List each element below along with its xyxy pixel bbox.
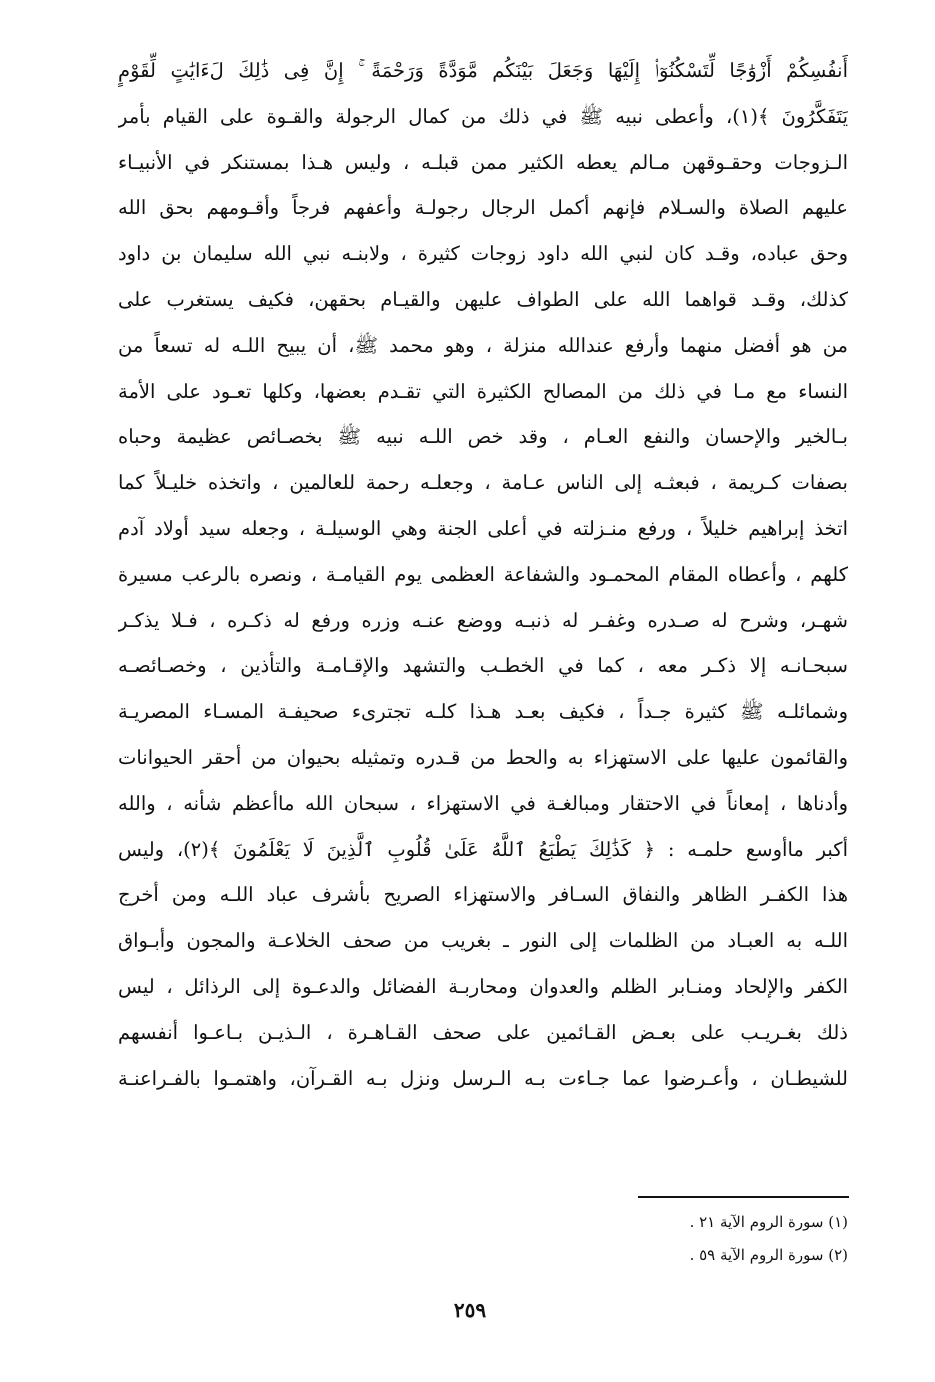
text-line: عليهم الصلاة والسـلام فإنهم أكمل الرجال رجولـة وأعفهم فرجاً وأقـومهم بحق الله: [118, 196, 848, 220]
text-line: ذلك بغـريـب على بعـض القـائمين على صحف القـاهـرة ، الـذيـن بـاعـوا أنفسهم: [118, 1020, 848, 1044]
text-line: وشمائلـه ﷺ كثيرة جـداً ، فكيف بعـد هـذا كلـه تجترىء صحيفـة المسـاء المصريـة: [118, 700, 848, 724]
text-line: وحق عباده، وقـد كان لنبي الله داود زوجات كثيرة ، ولابنـه نبي الله سليمان بن داود: [118, 242, 848, 266]
text-line: سبحـانـه إلا ذكـر معه ، كما في الخطـب والتشهد والإقـامـة والتأذين ، وخصـائصـه: [118, 654, 848, 678]
text-line: كذلك، وقـد قواهما الله على الطواف عليهن والقيـام بحقهن، فكيف يستغرب على: [118, 287, 848, 311]
text-line: بصفات كـريمة ، فبعثـه إلى الناس عـامة ، وجعلـه رحمة للعالمين ، واتخذه خليـلاً كما: [118, 471, 848, 495]
text-line: اللـه به العبـاد من الظلمات إلى النور ـ بغريب من صحف الخلاعـة والمجون وأبـواق: [118, 929, 848, 953]
footnote-1: (١) سورة الروم الآية ٢١ .: [689, 1213, 848, 1231]
footnote-2: (٢) سورة الروم الآية ٥٩ .: [689, 1246, 848, 1264]
text-line: الكفر والإلحاد ومنـابر الظلم والعدوان ومحاربـة الفضائل والدعـوة إلى الرذائل ، ليس: [118, 974, 848, 998]
footnotes: [600, 1206, 848, 1272]
text-line: شهـر، وشرح له صـدره وغفـر له ذنبـه ووضع عنـه وزره ورفع له ذكـره ، فـلا يذكـر: [118, 608, 848, 632]
text-line: للشيطـان ، وأعـرضوا عما جـاءت بـه الـرسل ونزل بـه القـرآن، واهتمـوا بالفـراعنـة: [118, 1066, 848, 1090]
text-line: أكبر ماأوسع حلمـه : ﴿ كَذَٰلِكَ يَطْبَعُ ٱللَّهُ عَلَىٰ قُلُوبِ ٱلَّذِينَ لَا يَعْلَمُونَ ﴾(٢)، وليس: [118, 837, 848, 861]
text-line: الـزوجات وحقـوقهن مـالم يعطه الكثير ممن قبلـه ، وليس هـذا بمستنكر في الأنبيـاء: [118, 150, 848, 174]
text-line: النساء مع مـا في ذلك من المصالح الكثيرة التي تقـدم بعضها، وكلها تعـود على الأمة: [118, 379, 848, 403]
text-line: اتخذ إبراهيم خليلاً ، ورفع منـزلته في أعلى الجنة وهي الوسيلـة ، وجعله سيد أولاد آدم: [118, 516, 848, 540]
main-text-block: [118, 48, 848, 1101]
text-line: وأدناها ، إمعاناً في الاحتقار ومبالغـة في الاستهزاء ، سبحان الله ماأعظم شأنه ، والله: [118, 791, 848, 815]
text-line: يَتَفَكَّرُونَ ﴾(١)، وأعطى نبيه ﷺ في ذلك من كمال الرجولة والقـوة على القيام بأمر: [118, 104, 848, 128]
text-line: بـالخير والإحسان والنفع العـام ، وقد خص اللـه نبيه ﷺ بخصـائص عظيمة وحباه: [118, 425, 848, 449]
text-line: أَنفُسِكُمْ أَزْوَٰجًا لِّتَسْكُنُوٓا۟ إِلَيْهَا وَجَعَلَ بَيْنَكُم مَّوَدَّةً وَرَحْمَةً ۚ إِنَّ فِى ذَٰلِكَ لَءَايَٰتٍ لِّقَوْمٍ: [118, 59, 848, 82]
text-line: كلهم ، وأعطاه المقام المحمـود والشفاعة العظمى يوم القيامـة ، ونصره بالرعب مسيرة: [118, 562, 848, 586]
text-line: هذا الكفـر الظاهر والنفاق السـافر والاستهزاء الصريح بأشرف عباد اللـه ومن أخرج: [118, 883, 848, 907]
page-number: ٢٥٩: [453, 1298, 487, 1322]
text-line: والقائمون عليها على الاستهزاء به والحط من قـدره وتمثيله بحيوان من أحقر الحيوانات: [118, 745, 848, 769]
text-line: من هو أفضل منهما وأرفع عندالله منزلة ، وهو محمد ﷺ، أن يبيح اللـه له تسعاً من: [118, 333, 848, 357]
footnote-divider: [638, 1196, 849, 1198]
